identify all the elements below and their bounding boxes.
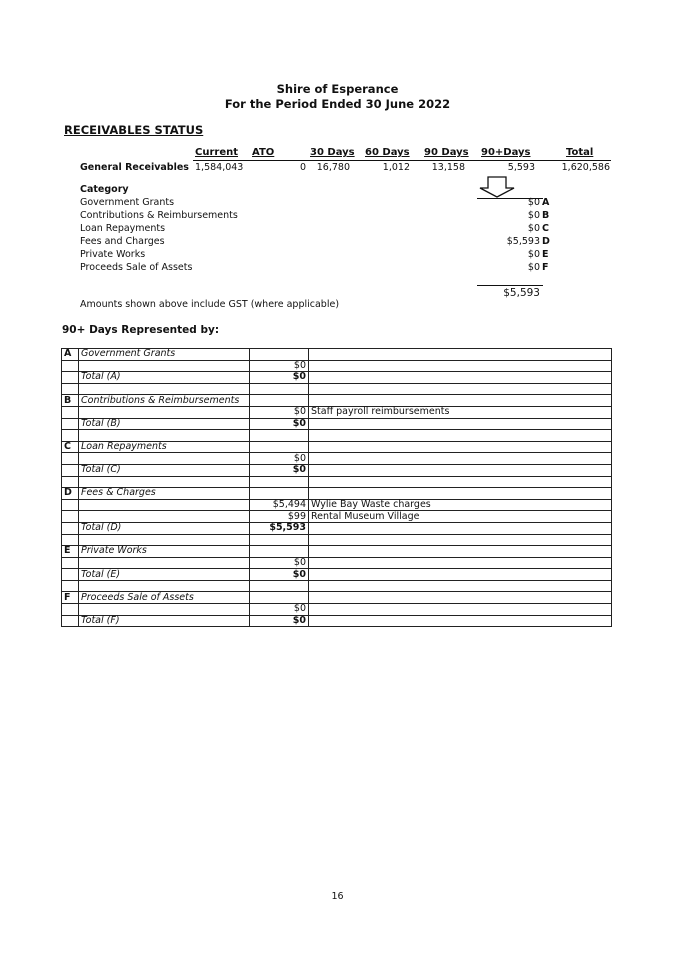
table-row: [62, 522, 612, 534]
table-row: [62, 546, 612, 558]
line-amount: $0: [250, 604, 309, 616]
represented-heading: 90+ Days Represented by:: [62, 324, 220, 336]
col-total: Total: [566, 147, 594, 158]
table-row: [62, 360, 612, 372]
section-code: F: [62, 592, 79, 604]
spacer-row: [62, 383, 612, 395]
total-label: Total (D): [79, 522, 250, 534]
table-row: [62, 488, 612, 500]
table-row: [62, 372, 612, 384]
table-row: [62, 453, 612, 465]
val-90: 13,158: [431, 162, 465, 173]
col-30: 30 Days: [310, 147, 355, 158]
category-label: Fees and Charges: [80, 236, 165, 247]
section-code: A: [62, 349, 79, 361]
total-amount: $0: [250, 418, 309, 430]
section-title: Loan Repayments: [79, 441, 250, 453]
section-title: Contributions & Reimbursements: [79, 395, 250, 407]
category-label: Proceeds Sale of Assets: [80, 262, 193, 273]
category-amount: $0: [527, 249, 540, 260]
section-code: E: [62, 546, 79, 558]
down-arrow-icon: [478, 176, 516, 198]
spacer-row: [62, 476, 612, 488]
category-total-rule: [477, 285, 543, 286]
category-code: E: [542, 249, 549, 260]
col-current: Current: [195, 147, 239, 158]
line-amount: $5,494: [250, 499, 309, 511]
table-row: [62, 615, 612, 627]
category-label: Loan Repayments: [80, 223, 166, 234]
category-code: F: [542, 262, 549, 273]
total-amount: $0: [250, 372, 309, 384]
total-label: Total (B): [79, 418, 250, 430]
val-current: 1,584,043: [195, 162, 244, 173]
section-title: Government Grants: [79, 349, 250, 361]
spacer-row: [62, 580, 612, 592]
line-amount: $0: [250, 557, 309, 569]
total-amount: $0: [250, 464, 309, 476]
category-amount: $0: [527, 262, 540, 273]
section-title: Fees & Charges: [79, 488, 250, 500]
section-title: Private Works: [79, 546, 250, 558]
total-label: Total (F): [79, 615, 250, 627]
line-amount: $0: [250, 360, 309, 372]
val-90plus: 5,593: [507, 162, 535, 173]
category-label: Private Works: [80, 249, 146, 260]
table-row: [62, 395, 612, 407]
category-code: D: [542, 236, 550, 247]
line-amount: $0: [250, 453, 309, 465]
line-comment: [309, 604, 612, 616]
document-period-title: For the Period Ended 30 June 2022: [224, 97, 451, 111]
category-code: B: [542, 210, 550, 221]
spacer-row: [62, 534, 612, 546]
category-code: A: [542, 197, 550, 208]
table-row: [62, 349, 612, 361]
section-code: D: [62, 488, 79, 500]
page-number: 16: [331, 891, 344, 902]
table-row: [62, 464, 612, 476]
val-total: 1,620,586: [561, 162, 610, 173]
category-label: Government Grants: [80, 197, 175, 208]
val-60: 1,012: [382, 162, 410, 173]
category-amount: $0: [527, 210, 540, 221]
line-comment: Rental Museum Village: [309, 511, 612, 523]
section-code: C: [62, 441, 79, 453]
breakdown-table: [61, 348, 612, 627]
col-ato: ATO: [252, 147, 275, 158]
table-row: [62, 569, 612, 581]
table-row: [62, 406, 612, 418]
document-org-title: Shire of Esperance: [276, 82, 399, 96]
line-comment: Wylie Bay Waste charges: [309, 499, 612, 511]
section-code: B: [62, 395, 79, 407]
category-heading: Category: [80, 184, 129, 195]
total-amount: $0: [250, 569, 309, 581]
table-row: [62, 557, 612, 569]
section-title: RECEIVABLES STATUS: [64, 123, 204, 137]
line-comment: [309, 360, 612, 372]
total-amount: $5,593: [250, 522, 309, 534]
category-label: Contributions & Reimbursements: [80, 210, 238, 221]
section-title: Proceeds Sale of Assets: [79, 592, 250, 604]
total-label: Total (C): [79, 464, 250, 476]
val-30: 16,780: [316, 162, 350, 173]
gst-note: Amounts shown above include GST (where applicable): [80, 299, 340, 310]
col-90: 90 Days: [424, 147, 469, 158]
table-row: [62, 418, 612, 430]
col-60: 60 Days: [365, 147, 410, 158]
category-amount: $0: [527, 197, 540, 208]
line-comment: Staff payroll reimbursements: [309, 406, 612, 418]
table-row: [62, 511, 612, 523]
category-amount: $0: [527, 223, 540, 234]
line-amount: $0: [250, 406, 309, 418]
header-rule: [193, 160, 611, 161]
table-row: [62, 441, 612, 453]
total-label: Total (E): [79, 569, 250, 581]
col-90plus: 90+Days: [481, 147, 531, 158]
category-total: $5,593: [503, 287, 540, 299]
category-code: C: [542, 223, 549, 234]
category-amount: $5,593: [506, 236, 540, 247]
val-ato: 0: [299, 162, 306, 173]
line-comment: [309, 453, 612, 465]
total-amount: $0: [250, 615, 309, 627]
table-row: [62, 592, 612, 604]
row-label: General Receivables: [80, 162, 189, 173]
table-row: [62, 499, 612, 511]
line-amount: $99: [250, 511, 309, 523]
table-row: [62, 604, 612, 616]
total-label: Total (A): [79, 372, 250, 384]
line-comment: [309, 557, 612, 569]
spacer-row: [62, 430, 612, 442]
